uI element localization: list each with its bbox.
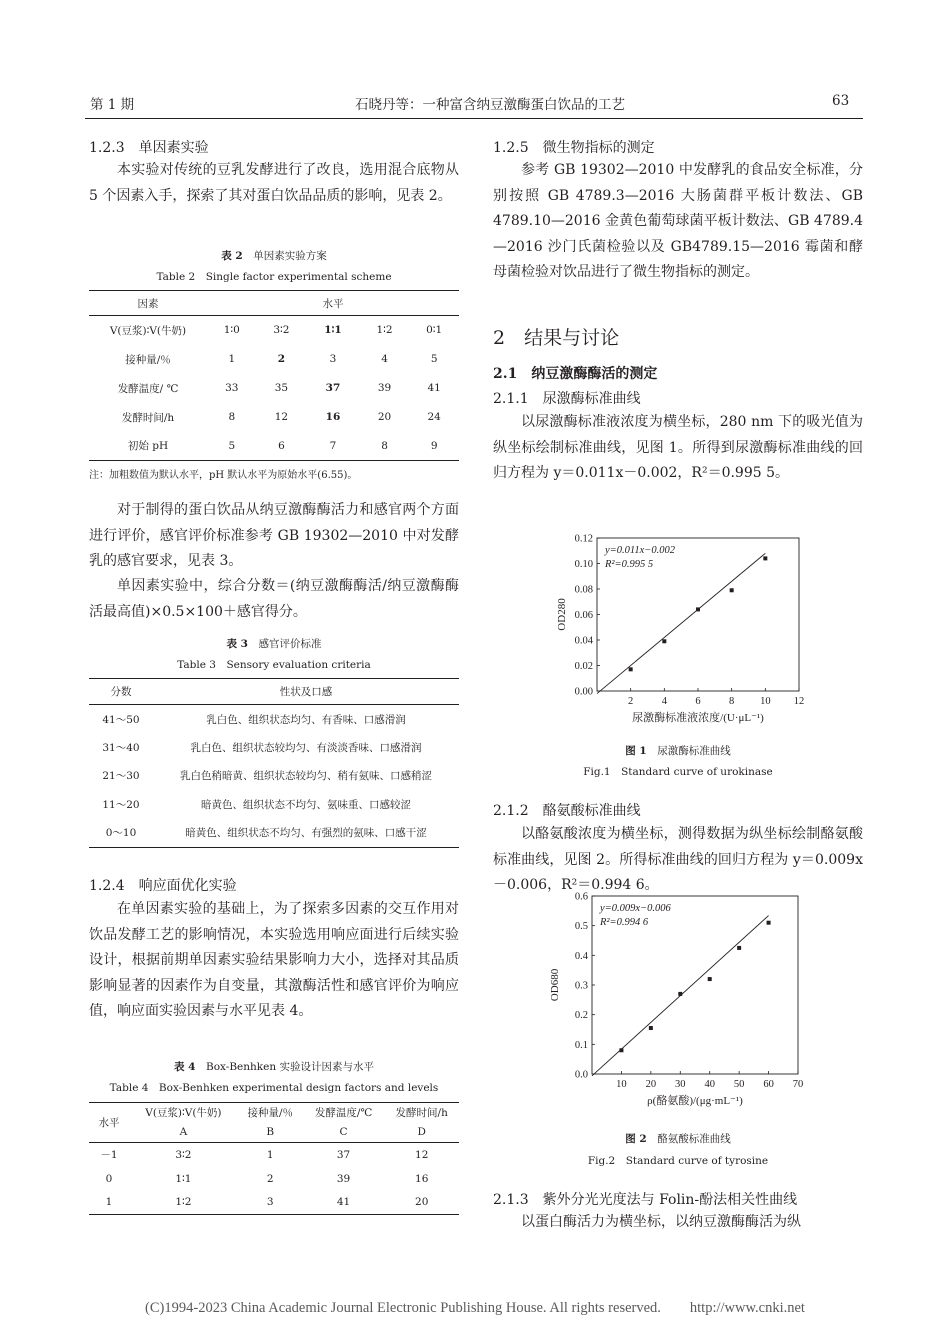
x-tick-label: 50 (733, 1079, 745, 1090)
x-tick-label: 4 (661, 696, 667, 707)
table-2-value-cell: 1∶1 (324, 324, 342, 337)
table-2-value-cell: 0∶1 (426, 324, 443, 337)
data-point (737, 946, 741, 950)
table-2-value-cell: 39 (377, 382, 392, 394)
x-tick-label: 6 (695, 696, 701, 707)
table-4-value-cell: 1∶2 (175, 1196, 192, 1209)
running-header-issue: 第 1 期 (90, 97, 135, 113)
table-2-value-cell: 5 (430, 353, 438, 365)
table-3 (89, 678, 459, 848)
table-2-value-cell: 16 (325, 411, 341, 423)
section-2-1-2-paragraph: 以酪氨酸浓度为横坐标，测得数据为纵坐标绘制酪氨酸标准曲线，见图 2。所得标准曲线的回归方程为 y＝0.009x－0.006，R²＝0.994 6。 (493, 826, 863, 893)
table-2-value-cell: 35 (274, 382, 289, 394)
table-2-value-cell: 3 (329, 353, 337, 365)
table-4-value-cell: 1∶1 (175, 1172, 192, 1185)
table-3-score-cell: 41～50 (102, 713, 140, 726)
x-tick-label: 10 (760, 696, 771, 707)
y-tick-label: 0.10 (574, 559, 593, 570)
table-2-factor-cell: V(豆浆)∶V(牛奶) (109, 324, 187, 337)
table-4-header-time: 发酵时间/h (395, 1107, 448, 1120)
table-2-value-cell: 6 (278, 439, 285, 452)
x-tick-label: 12 (793, 696, 805, 707)
y-tick-label: 0.1 (574, 1039, 588, 1051)
y-tick-label: 0.04 (574, 635, 593, 647)
table-row (89, 403, 459, 432)
data-point (696, 607, 700, 611)
table-4-value-cell: 41 (336, 1196, 351, 1209)
table-4-value-cell: 12 (415, 1148, 429, 1161)
figure-2-caption-zh (493, 1131, 863, 1146)
table-3-trait-cell: 乳白色、组织状态较均匀、有淡淡香味、口感滑润 (190, 741, 422, 754)
data-point (767, 921, 771, 925)
table-2-factor-cell: 发酵温度/ ℃ (117, 382, 179, 395)
table-row (89, 1191, 459, 1215)
table-2-header-factor: 因素 (89, 291, 207, 316)
table-2-title: 单因素实验方案 (253, 250, 327, 262)
table-4-value-cell: 16 (415, 1172, 429, 1185)
regression-equation: y=0.011x−0.002 (605, 545, 675, 556)
figure-1-caption-zh (493, 743, 863, 758)
table-2-value-cell: 33 (225, 382, 239, 394)
y-axis-label: OD680 (549, 968, 561, 1002)
table-3-score-cell: 21～30 (102, 770, 140, 783)
table-2-factor-cell: 接种量/％ (125, 353, 171, 366)
figure-1-number: 图 1 (625, 745, 647, 757)
table-4-value-cell: 2 (266, 1172, 274, 1185)
table-row (89, 705, 459, 734)
score-formula-paragraph: 单因素实验中，综合分数＝(纳豆激酶酶活/纳豆激酶酶活最高值)×0.5×100＋感官得分。 (89, 578, 459, 620)
fit-line (597, 553, 765, 693)
y-tick-label: 0.0 (574, 1069, 588, 1081)
r-squared-label: R²=0.994 6 (600, 917, 649, 928)
table-3-score-cell: 11～20 (102, 798, 140, 811)
table-4-header-level: 水平 (89, 1103, 129, 1143)
table-2-value-cell: 8 (381, 439, 388, 452)
table-3-header-trait: 性状及口感 (153, 679, 459, 705)
table-2-value-cell: 8 (228, 411, 236, 423)
table-3-caption-zh (89, 636, 459, 651)
figure-2-number: 图 2 (625, 1133, 647, 1145)
table-row (89, 762, 459, 791)
x-tick-label: 20 (645, 1079, 657, 1090)
x-tick-label: 8 (729, 696, 735, 707)
table-3-number: 表 3 (226, 638, 248, 650)
table-4-level-cell: 0 (105, 1172, 113, 1185)
section-1-2-4-paragraph: 在单因素实验的基础上，为了探索多因素的交互作用对饮品发酵工艺的影响情况，本实验选用响应面进行后续实验设计，根据前期单因素实验结果影响力大小，选择对其品质影响显著的因素作为自变量，其激酶活性和感官评价为响应值，响应面实验因素与水平见表 4。 (89, 901, 459, 1019)
figure-1-title: 尿激酶标准曲线 (657, 745, 731, 757)
table-4-value-cell: 39 (336, 1172, 351, 1185)
table-4-level-cell: 1 (105, 1196, 113, 1209)
figure-2-tyrosine-chart (548, 885, 813, 1120)
table-3-score-cell: 31～40 (102, 741, 140, 754)
x-tick-label: 30 (675, 1079, 686, 1090)
figure-1-urokinase-chart (555, 527, 810, 742)
table-2-factor-cell: 发酵时间/h (121, 411, 175, 424)
table-2-value-cell: 41 (427, 382, 441, 394)
section-1-2-5-title: 1.2.5 微生物指标的测定 (493, 140, 655, 156)
figure-2-title: 酪氨酸标准曲线 (657, 1133, 731, 1145)
regression-equation: y=0.009x−0.006 (600, 903, 671, 914)
figure-2-caption-en: Fig.2 Standard curve of tyrosine (587, 1155, 769, 1167)
header-rule (85, 118, 863, 119)
table-2-caption-zh (89, 248, 459, 263)
data-point (619, 1048, 623, 1052)
y-tick-label: 0.06 (574, 610, 593, 621)
x-axis-label: ρ(酪氨酸)/(μg·mL⁻¹) (647, 1095, 743, 1107)
section-2-1-title: 2.1 纳豆激酶酶活的测定 (493, 366, 658, 382)
data-point (763, 556, 767, 560)
data-point (678, 992, 682, 996)
table-3-header-score: 分数 (89, 679, 153, 705)
table-row (89, 819, 459, 848)
section-2-1-3-paragraph: 以蛋白酶活力为横坐标，以纳豆激酶酶活为纵 (521, 1214, 801, 1230)
section-2-1-2-title: 2.1.2 酪氨酸标准曲线 (493, 803, 641, 819)
table-2-value-cell: 1 (228, 353, 236, 365)
table-4-header-temp: 发酵温度/℃ (314, 1107, 373, 1120)
page-number: 63 (832, 93, 850, 109)
table-2-value-cell: 37 (325, 382, 341, 394)
x-tick-label: 60 (763, 1079, 774, 1090)
table-4-code-b: B (238, 1123, 303, 1143)
table-4-header-inoculum: 接种量/％ (247, 1107, 294, 1120)
table-row (89, 1167, 459, 1191)
table-4-header-ratio: V(豆浆)∶V(牛奶) (145, 1107, 222, 1120)
table-4-value-cell: 20 (415, 1196, 429, 1209)
y-tick-label: 0.3 (574, 980, 588, 992)
table-4-code-c: C (303, 1123, 385, 1143)
evaluation-paragraph: 对于制得的蛋白饮品从纳豆激酶酶活力和感官两个方面进行评价，感官评价标准参考 GB 19302—2010 中对发酵乳的感官要求，见表 3。 (89, 502, 459, 569)
table-2-value-cell: 2 (277, 353, 286, 365)
y-tick-label: 0.12 (574, 533, 593, 545)
table-4-value-cell: 3 (266, 1196, 274, 1209)
section-1-2-3-title: 1.2.3 单因素实验 (89, 140, 209, 156)
table-3-score-cell: 0～10 (105, 827, 137, 839)
table-row (89, 345, 459, 374)
table-3-caption-en: Table 3 Sensory evaluation criteria (177, 659, 371, 671)
table-3-trait-cell: 暗黄色、组织状态不均匀、有强烈的氨味、口感干涩 (185, 827, 427, 839)
table-2-factor-cell: 初始 pH (127, 440, 169, 453)
table-3-trait-cell: 乳白色、组织状态均匀、有香味、口感滑润 (206, 713, 406, 726)
section-2-1-1-paragraph: 以尿激酶标准液浓度为横坐标，280 nm 下的吸光值为纵坐标绘制标准曲线，见图 1。所得到尿激酶标准曲线的回归方程为 y＝0.011x－0.002，R²＝0.995 5。 (493, 414, 863, 481)
running-header-title: 石晓丹等：一种富含纳豆激酶蛋白饮品的工艺 (355, 97, 625, 113)
section-2-1-3-title: 2.1.3 紫外分光光度法与 Folin-酚法相关性曲线 (493, 1192, 798, 1208)
r-squared-label: R²=0.995 5 (605, 559, 654, 570)
x-axis-label: 尿激酶标准液浓度/(U·μL⁻¹) (632, 712, 764, 724)
table-4-value-cell: 1 (266, 1148, 274, 1161)
table-2-value-cell: 9 (430, 439, 438, 452)
data-point (649, 1026, 653, 1030)
data-point (708, 977, 712, 981)
table-2-value-cell: 3∶2 (273, 324, 290, 337)
table-row (89, 316, 459, 345)
section-1-2-4-title: 1.2.4 响应面优化实验 (89, 878, 237, 894)
table-2-value-cell: 20 (377, 411, 392, 423)
data-point (730, 588, 734, 592)
y-tick-label: 0.6 (574, 891, 588, 903)
table-4-code-d: D (384, 1123, 459, 1143)
table-3-trait-cell: 暗黄色、组织状态不均匀、氨味重、口感较涩 (201, 798, 411, 811)
y-tick-label: 0.2 (574, 1010, 588, 1022)
table-4-title: Box-Benhken 实验设计因素与水平 (206, 1061, 374, 1073)
table-2-note: 注：加粗数值为默认水平，pH 默认水平为原始水平(6.55)。 (89, 470, 358, 481)
x-tick-label: 2 (628, 696, 634, 707)
table-2-value-cell: 5 (228, 439, 236, 452)
table-4-caption-en: Table 4 Box-Benhken experimental design factors and levels (109, 1082, 439, 1094)
y-tick-label: 0.5 (574, 921, 588, 933)
x-tick-label: 70 (792, 1079, 804, 1090)
table-4 (89, 1102, 459, 1215)
section-2-title: 2 结果与讨论 (493, 327, 620, 349)
table-4-level-cell: －1 (100, 1149, 118, 1162)
section-2-1-1-title: 2.1.1 尿激酶标准曲线 (493, 391, 641, 407)
table-2 (89, 290, 459, 461)
table-4-value-cell: 37 (336, 1148, 351, 1161)
y-axis-label: OD280 (556, 598, 568, 631)
y-tick-label: 0.08 (574, 584, 593, 596)
x-tick-label: 10 (616, 1079, 627, 1090)
y-tick-label: 0.4 (574, 950, 588, 962)
table-row (89, 374, 459, 403)
section-1-2-5-paragraph: 参考 GB 19302—2010 中发酵乳的食品安全标准，分别按照 GB 4789.3—2016 大肠菌群平板计数法、GB 4789.10—2016 金黄色葡萄球菌平板计数法、GB 4789.4—2016 沙门氏菌检验以及 GB4789.15—2016 霉菌和酵母菌检验对饮品进行了微生物指标的测定。 (493, 162, 863, 280)
table-2-value-cell: 24 (427, 411, 441, 423)
y-tick-label: 0.02 (574, 661, 593, 672)
table-4-number: 表 4 (174, 1061, 196, 1073)
figure-1-caption-en: Fig.1 Standard curve of urokinase (583, 766, 773, 778)
table-2-value-cell: 7 (329, 439, 337, 452)
table-4-value-cell: 3∶2 (175, 1148, 192, 1161)
section-1-2-3-paragraph: 本实验对传统的豆乳发酵进行了改良，选用混合底物从 5 个因素入手，探索了其对蛋白饮品品质的影响，见表 2。 (89, 162, 459, 204)
table-3-trait-cell: 乳白色稍暗黄、组织状态较均匀、稍有氨味、口感稍涩 (180, 770, 432, 783)
table-2-value-cell: 1∶2 (376, 324, 393, 337)
copyright-footer: (C)1994-2023 China Academic Journal Electronic Publishing House. All rights reserved. http://www.cnki.net (145, 1300, 805, 1316)
table-4-caption-zh (89, 1059, 459, 1074)
table-2-caption-en: Table 2 Single factor experimental scheme (156, 271, 392, 283)
y-tick-label: 0.00 (574, 686, 593, 698)
table-2-value-cell: 12 (274, 411, 289, 423)
table-2-value-cell: 4 (381, 353, 388, 365)
x-tick-label: 40 (704, 1079, 715, 1090)
table-2-value-cell: 1∶0 (223, 324, 240, 337)
table-3-title: 感官评价标准 (258, 638, 322, 650)
table-row (89, 733, 459, 762)
data-point (629, 667, 633, 671)
table-2-header-level: 水平 (207, 291, 459, 316)
table-4-code-a: A (129, 1123, 238, 1143)
table-row (89, 432, 459, 461)
data-point (662, 639, 666, 643)
table-2-number: 表 2 (221, 250, 243, 262)
table-row (89, 1143, 459, 1167)
table-row (89, 790, 459, 819)
